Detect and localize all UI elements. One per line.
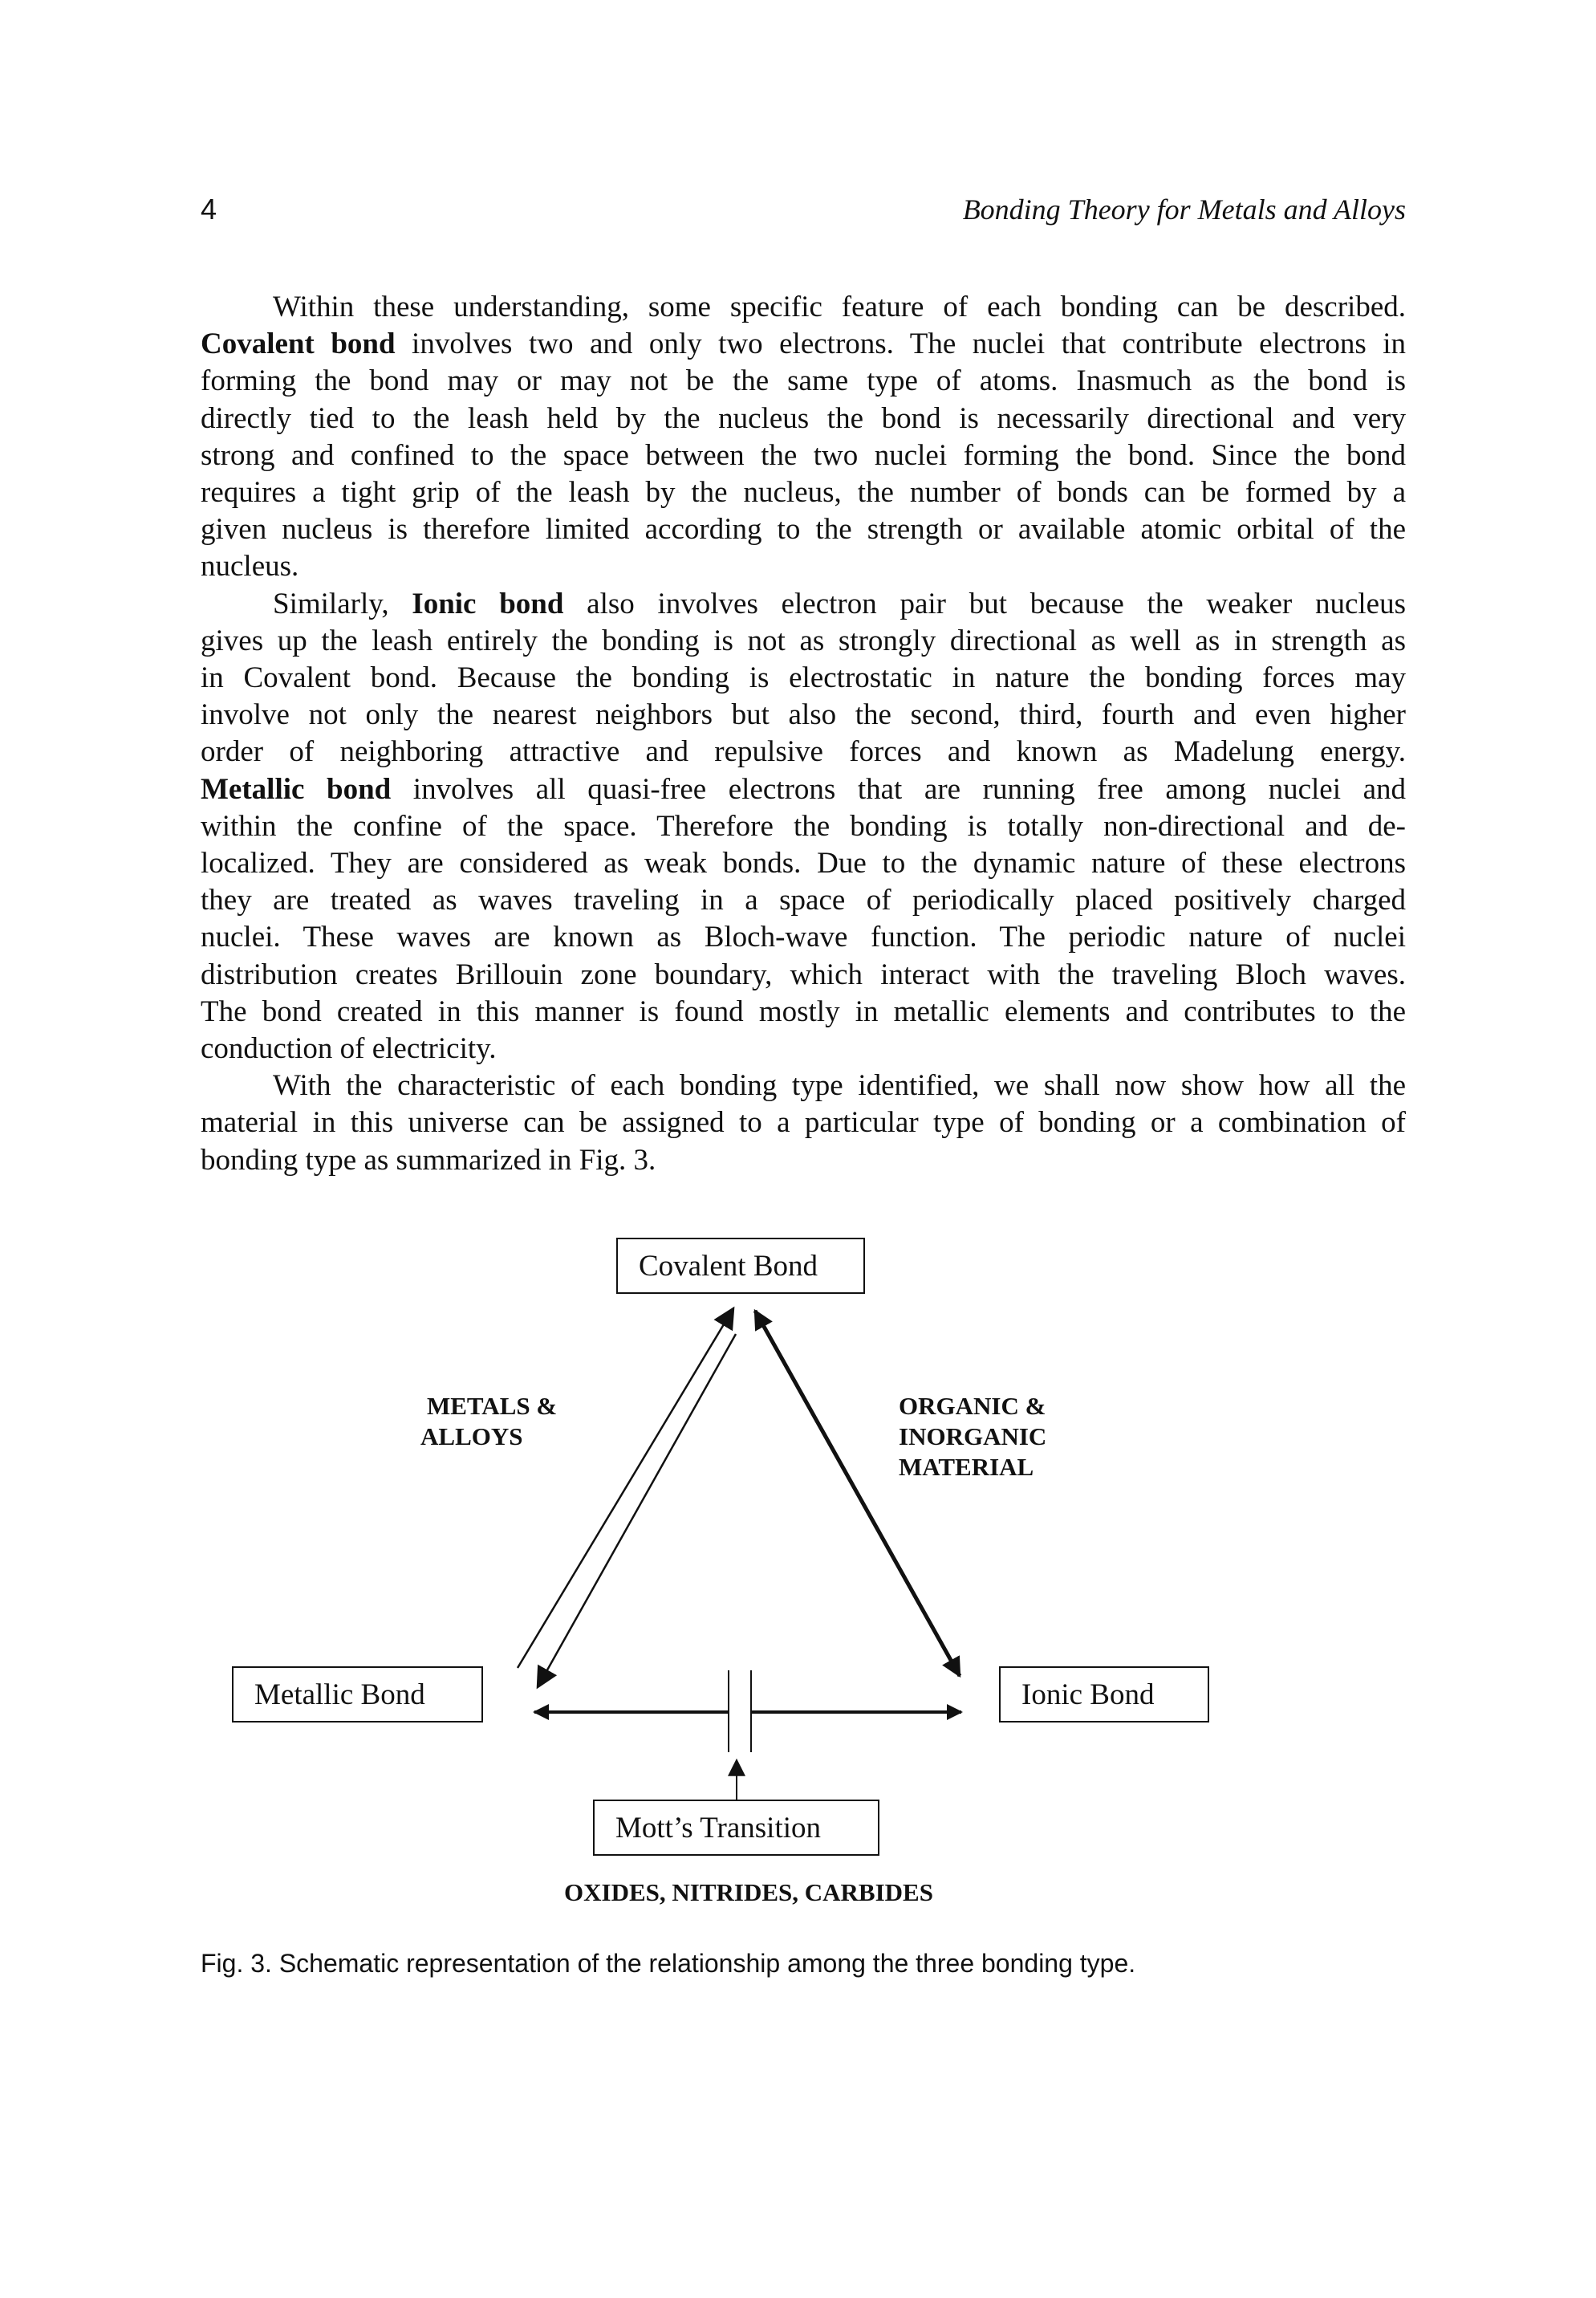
text-segment: material in this universe can be assigned to a particular type of bonding or a combination of (201, 1106, 1406, 1140)
metals-label-line: METALS & (427, 1392, 558, 1420)
mott-transition-box (593, 1800, 879, 1856)
arrow-covalent-to-metallic (538, 1334, 736, 1687)
text-segment: involves all quasi-free electrons that are running free among nuclei and (391, 772, 1406, 806)
text-segment: gives up the leash entirely the bonding is not as strongly directional as well as in strength as (201, 624, 1406, 657)
text-segment: given nucleus is therefore limited according to the strength or available atomic orbital of the (201, 513, 1406, 547)
material-label-line: MATERIAL (899, 1453, 1034, 1481)
covalent-bond-label: Covalent Bond (639, 1249, 818, 1283)
inorganic-label-line: INORGANIC (899, 1422, 1047, 1450)
text-segment: in Covalent bond. Because the bonding is electrostatic in nature the bonding forces may (201, 661, 1406, 694)
text-segment: also involves electron pair but because the weaker nucleus (563, 587, 1406, 620)
text-segment: they are treated as waves traveling in a space of periodically placed positively charged (201, 884, 1406, 917)
ionic-bond-box (999, 1666, 1209, 1722)
text-segment: Within these understanding, some specific feature of each bonding can be described. (273, 291, 1406, 323)
text-segment: within the confine of the space. Therefore the bonding is totally non-directional and de- (201, 809, 1406, 843)
covalent-bond-box (616, 1238, 865, 1294)
text-segment: Similarly, (273, 587, 412, 620)
arrow-metallic-to-covalent (518, 1308, 733, 1668)
text-segment: requires a tight grip of the leash by the nucleus, the number of bonds can be formed by a (201, 476, 1406, 509)
text-segment: distribution creates Brillouin zone boundary, which interact with the traveling Bloch waves. (201, 958, 1406, 991)
oxides-nitrides-carbides-label: OXIDES, NITRIDES, CARBIDES (564, 1878, 933, 1906)
arrow-covalent-ionic (755, 1311, 960, 1676)
organic-inorganic-label (899, 1391, 1046, 1483)
text-segment: forming the bond may or may not be the same type of atoms. Inasmuch as the bond is (201, 364, 1406, 398)
text-segment: localized. They are considered as weak bonds. Due to the dynamic nature of these electrons (201, 847, 1406, 880)
text-segment: order of neighboring attractive and repulsive forces and known as Madelung energy. (201, 735, 1406, 769)
text-segment: involve not only the nearest neighbors but also the second, third, fourth and even higher (201, 698, 1406, 732)
text-segment: strong and confined to the space between the two nuclei forming the bond. Since the bond (201, 438, 1406, 472)
ionic-bond-label: Ionic Bond (1021, 1678, 1155, 1711)
organic-label-line: ORGANIC & (899, 1392, 1046, 1420)
metallic-bond-label: Metallic Bond (254, 1678, 425, 1711)
metals-alloys-label (420, 1391, 558, 1452)
mott-transition-label: Mott’s Transition (615, 1811, 822, 1845)
bold-term: Covalent bond (201, 327, 396, 361)
running-title: Bonding Theory for Metals and Alloys (962, 193, 1406, 226)
metallic-bond-box (232, 1666, 483, 1722)
text-segment: nuclei. These waves are known as Bloch-wave function. The periodic nature of nuclei (201, 921, 1406, 954)
text-segment: involves two and only two electrons. The nuclei that contribute electrons in (395, 327, 1407, 361)
text-segment: nucleus. (201, 550, 299, 584)
text-segment: The bond created in this manner is found mostly in metallic elements and contributes to the (201, 994, 1406, 1028)
page-number: 4 (201, 193, 217, 226)
text-segment: bonding type as summarized in Fig. 3. (201, 1143, 656, 1177)
text-segment: directly tied to the leash held by the nucleus the bond is necessarily directional and very (201, 401, 1406, 435)
text-segment: With the characteristic of each bonding type identified, we shall now show how all the (273, 1069, 1406, 1103)
alloys-label-line: ALLOYS (420, 1422, 523, 1450)
bold-term: Metallic bond (201, 772, 392, 806)
figure-caption: Fig. 3. Schematic representation of the relationship among the three bonding type. (201, 1949, 1136, 1978)
bold-term: Ionic bond (412, 587, 564, 620)
text-segment: conduction of electricity. (201, 1032, 497, 1065)
